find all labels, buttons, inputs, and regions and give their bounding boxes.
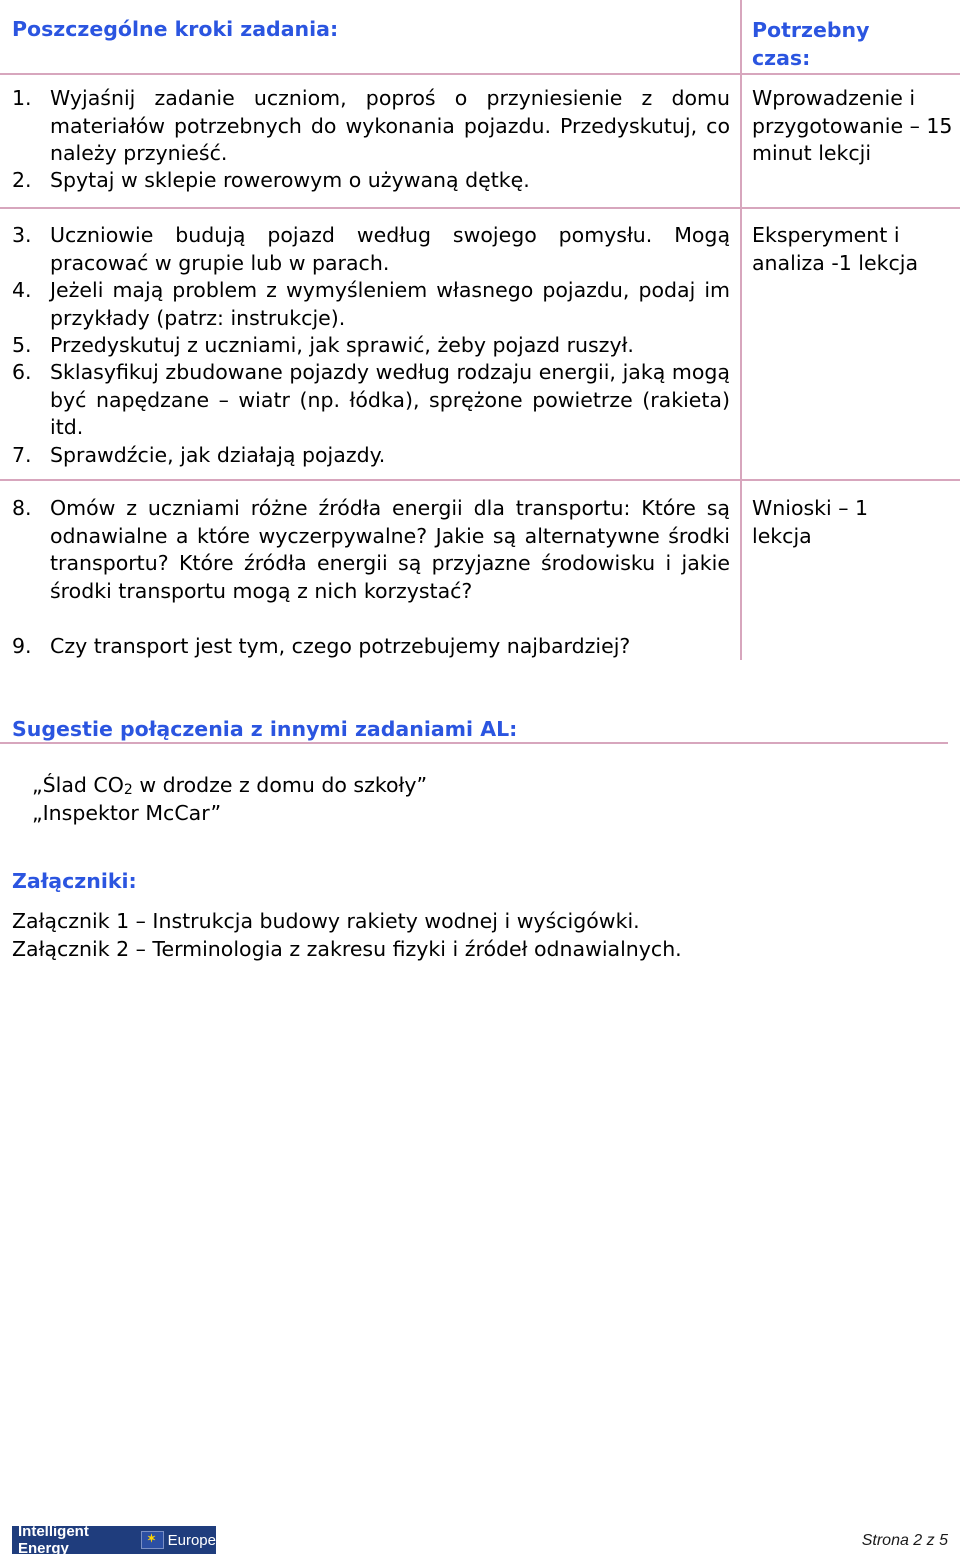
attachment-item: Załącznik 2 – Terminologia z zakresu fizyki i źródeł odnawialnych. — [12, 937, 682, 961]
list-item — [12, 85, 730, 168]
list-item — [12, 495, 730, 605]
suggestions-heading: Sugestie połączenia z innymi zadaniami AL: — [12, 717, 518, 741]
step-number: 1. — [12, 86, 32, 110]
suggestion-item: „Ślad $CO_2$ w drodze z domu do szkoły” — [32, 773, 428, 798]
eu-flag-icon — [141, 1531, 164, 1549]
attachments-heading: Załączniki: — [12, 869, 137, 893]
step-text: Sklasyfikuj zbudowane pojazdy według rodzaju energii, jaką mogą być napędzane – wiatr (np. łódka), sprężone powietrze (rakieta) itd. — [50, 360, 730, 439]
step-number: 2. — [12, 168, 32, 192]
step-number: 7. — [12, 443, 32, 467]
list-item — [12, 332, 730, 360]
page-number: Strona 2 z 5 — [861, 1532, 948, 1549]
step-text: Przedyskutuj z uczniami, jak sprawić, żeby pojazd ruszył. — [50, 333, 634, 357]
step-text: Omów z uczniami różne źródła energii dla transportu: Które są odnawialne a które wyczerpywalne? Jakie są alternatywne środki transportu? Które źródła energii są przyjazne środowisku i jakie środki transportu mogą z nich korzystać? — [50, 496, 730, 603]
table-rule-row1 — [0, 207, 960, 209]
step-text: Uczniowie budują pojazd według swojego pomysłu. Mogą pracować w grupie lub w parach. — [50, 223, 730, 275]
list-item — [12, 222, 730, 277]
step-number: 5. — [12, 333, 32, 357]
step-text: Jeżeli mają problem z wymyśleniem własnego pojazdu, podaj im przykłady (patrz: instrukcje). — [50, 278, 730, 330]
attachment-item: Załącznik 1 – Instrukcja budowy rakiety wodnej i wyścigówki. — [12, 909, 640, 933]
step-text: Spytaj w sklepie rowerowym o używaną dętkę. — [50, 168, 530, 192]
list-item — [12, 277, 730, 332]
list-item — [12, 359, 730, 442]
suggestion-item: „Inspektor McCar” — [32, 801, 222, 825]
time-heading: Potrzebny czas: — [752, 18, 870, 70]
list-item — [12, 442, 730, 470]
step-number: 3. — [12, 223, 32, 247]
time-intro: Wprowadzenie i przygotowanie – 15 minut lekcji — [752, 86, 953, 165]
time-conclusions: Wnioski – 1 lekcja — [752, 496, 869, 548]
step-text: Czy transport jest tym, czego potrzebujemy najbardziej? — [50, 634, 631, 658]
step-text: Sprawdźcie, jak działają pojazdy. — [50, 443, 386, 467]
table-column-divider — [740, 0, 742, 660]
list-item — [12, 633, 730, 661]
step-number: 9. — [12, 634, 32, 658]
intelligent-energy-europe-logo: Intelligent Energy ✶ Europe — [12, 1526, 216, 1554]
table-rule-top — [0, 73, 960, 75]
step-number: 6. — [12, 360, 32, 384]
step-number: 8. — [12, 496, 32, 520]
time-experiment: Eksperyment i analiza -1 lekcja — [752, 223, 919, 275]
steps-heading: Poszczególne kroki zadania: — [12, 17, 339, 41]
table-rule-row2 — [0, 479, 960, 481]
step-text: Wyjaśnij zadanie uczniom, poproś o przyniesienie z domu materiałów potrzebnych do wykonania pojazdu. Przedyskutuj, co należy przynieść. — [50, 86, 730, 165]
list-item — [12, 167, 730, 195]
step-number: 4. — [12, 278, 32, 302]
suggestions-rule — [0, 742, 948, 744]
